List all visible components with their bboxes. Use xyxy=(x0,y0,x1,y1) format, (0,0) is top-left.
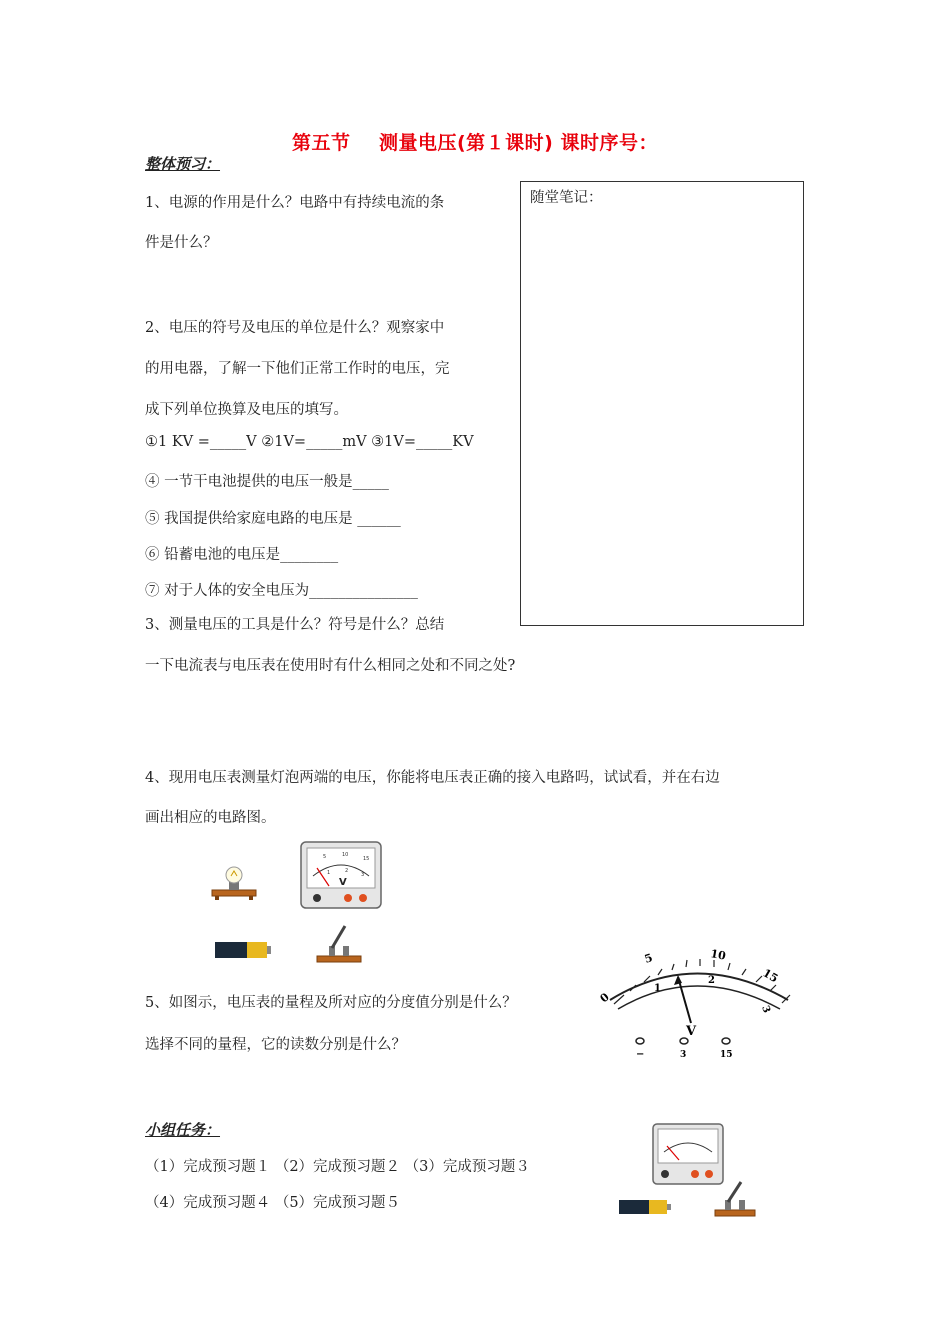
scale-label-15: 15 xyxy=(760,966,781,986)
voltmeter-large-scale-2: 2 xyxy=(345,868,349,874)
terminal-3: 3 xyxy=(680,1050,687,1060)
voltmeter-icon xyxy=(653,1124,723,1184)
notes-box xyxy=(520,181,804,626)
q2-item4: ④ 一节干电池提供的电压一般是_____ xyxy=(145,474,389,490)
q1-line1: 1、电源的作用是什么？电路中有持续电流的条 xyxy=(145,195,445,211)
voltmeter-large-scale-1: 1 xyxy=(327,870,331,876)
voltmeter-scale-figure xyxy=(596,945,816,1065)
group-task-figure xyxy=(615,1118,775,1222)
q5-line2: 选择不同的量程，它的读数分别是什么？ xyxy=(145,1037,406,1053)
q2-item7: ⑦ 对于人体的安全电压为_______________ xyxy=(145,583,418,599)
scale-symbol: V xyxy=(686,1024,697,1039)
scale-sub-label-2: 2 xyxy=(708,975,715,986)
q2-item6: ⑥ 铅蓄电池的电压是________ xyxy=(145,547,339,563)
q3-line1: 3、测量电压的工具是什么？符号是什么？总结 xyxy=(145,617,445,633)
group-task-line2: （4）完成预习题４ （5）完成预习题５ xyxy=(145,1195,401,1211)
notes-label: 随堂笔记： xyxy=(530,190,603,206)
group-task-line1: （1）完成预习题１ （2）完成预习题２ （3）完成预习题３ xyxy=(145,1159,530,1175)
scale-label-0: 0 xyxy=(597,990,612,1006)
q3-line2: 一下电流表与电压表在使用时有什么相同之处和不同之处? xyxy=(145,658,516,674)
scale-label-5: 5 xyxy=(642,951,655,966)
page-title: 第五节 测量电压(第１课时) 课时序号： xyxy=(292,132,658,154)
q2-line1: 2、电压的符号及电压的单位是什么？观察家中 xyxy=(145,320,445,336)
voltmeter-small-scale-10: 10 xyxy=(342,852,349,858)
q2-line2: 的用电器，了解一下他们正常工作时的电压，完 xyxy=(145,361,450,377)
section-heading-preview: 整体预习： xyxy=(145,155,221,173)
q2-item5: ⑤ 我国提供给家庭电路的电压是 ______ xyxy=(145,511,401,527)
voltmeter-large-scale-3: 3 xyxy=(361,872,365,878)
terminal-minus: − xyxy=(636,1049,645,1060)
voltmeter-small-scale-15: 15 xyxy=(363,856,370,862)
lightbulb-icon xyxy=(212,867,256,900)
battery-icon xyxy=(619,1200,671,1214)
voltmeter-icon xyxy=(301,842,381,908)
scale-sub-label-3: 3 xyxy=(759,1004,772,1015)
q4-line1: 4、现用电压表测量灯泡两端的电压，你能将电压表正确的接入电路吗，试试看，并在右边 xyxy=(145,770,720,786)
scale-label-10: 10 xyxy=(709,947,727,963)
q2-line3: 成下列单位换算及电压的填写。 xyxy=(145,402,348,418)
switch-icon xyxy=(317,926,361,962)
section-heading-group-task: 小组任务： xyxy=(145,1121,221,1139)
switch-icon xyxy=(715,1182,755,1216)
voltmeter-small-scale-5: 5 xyxy=(323,854,327,860)
q4-equipment-figure xyxy=(205,840,385,970)
battery-icon xyxy=(215,942,271,958)
q2-conversions: ①1 KV =_____V ②1V=_____mV ③1V=_____KV xyxy=(145,434,474,450)
q5-line1: 5、如图示，电压表的量程及所对应的分度值分别是什么？ xyxy=(145,995,517,1011)
q1-line2: 件是什么？ xyxy=(145,235,218,251)
q4-line2: 画出相应的电路图。 xyxy=(145,810,276,826)
scale-sub-label-1: 1 xyxy=(654,983,661,994)
voltmeter-symbol: V xyxy=(339,877,347,888)
terminal-15: 15 xyxy=(720,1050,733,1060)
